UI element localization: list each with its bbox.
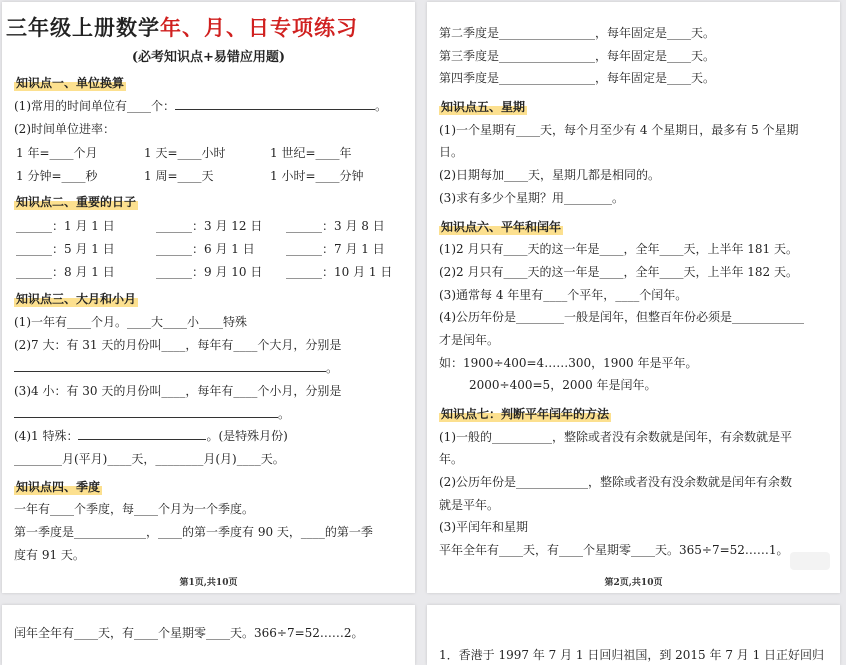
section-heading-7: 知识点七：判断平年闰年的方法 [441, 407, 610, 421]
title-highlight: 年、月、日专项练习 [160, 15, 358, 40]
text-line: (4)公历年份是________一般是闰年，但整百年份必须是____________ [439, 310, 804, 324]
text-line: (2)7 大：有 31 天的月份叫____，每年有____个大月，分别是 [14, 338, 342, 352]
text-line: 就是平年。 [439, 498, 500, 512]
fill-item: 1 分钟=____秒 [16, 169, 98, 183]
text-line: 闰年全年有____天，有____个星期零____天。366÷7=52……2。 [14, 626, 364, 640]
section-heading-1: 知识点一、单位换算 [16, 76, 125, 90]
text-line: 如：1900÷400=4……300，1900 年是平年。 [439, 356, 698, 370]
text-line: 度有 91 天。 [14, 548, 85, 562]
text-line: 第一季度是____________，____的第一季度有 90 天，____的第一季 [14, 525, 373, 539]
fill-item: 1 年=____个月 [16, 146, 98, 160]
text-line: 平年全年有____天，有____个星期零____天。365÷7=52……1。 [439, 543, 789, 557]
fill-item: ______：7 月 1 日 [286, 242, 385, 256]
page-title [6, 12, 358, 42]
fill-item: 1 天=____小时 [144, 146, 226, 160]
text-line: 。 [14, 406, 407, 422]
fill-item: 1 小时=____分钟 [270, 169, 364, 183]
section-heading-2: 知识点二、重要的日子 [16, 195, 137, 209]
page-4 [427, 605, 840, 665]
page-number: 第1页,共10页 [179, 578, 238, 588]
fill-item: ______：6 月 1 日 [156, 242, 255, 256]
text-line: (1)一年有____个月。____大____小____特殊 [14, 315, 247, 329]
fill-item: ______：10 月 1 日 [286, 265, 393, 279]
text-line: (3)求有多少个星期？用________。 [439, 191, 624, 205]
fill-item: ______：3 月 12 日 [156, 219, 263, 233]
page-3 [2, 605, 415, 665]
page-2 [427, 2, 840, 593]
text-line: (3)4 小：有 30 天的月份叫____，每年有____个小月，分别是 [14, 384, 342, 398]
text-line: ________月(平月)____天，________月(月)____天。 [14, 452, 285, 466]
text-line: (1)2 月只有____天的这一年是____，全年____天，上半年 181 天。 [439, 242, 798, 256]
text-line: 第四季度是________________，每年固定是____天。 [439, 71, 716, 85]
text-line: (1)一般的__________，整除或者没有余数就是闰年，有余数就是平 [439, 430, 793, 444]
fill-item: 1 世纪=____年 [270, 146, 352, 160]
text-line: (4)1 特殊： 。(是特殊月份) [14, 429, 288, 443]
fill-item: ______：1 月 1 日 [16, 219, 115, 233]
text-line: (1)一个星期有____天，每个月至少有 4 个星期日，最多有 5 个星期 [439, 123, 799, 137]
text-line: (1)常用的时间单位有____个： 。 [14, 99, 388, 113]
title-main: 三年级上册数学 [6, 15, 160, 40]
text-line: (2)公历年份是____________，整除或者没有没余数就是闰年有余数 [439, 475, 793, 489]
text-line: 2000÷400=5，2000 年是闰年。 [469, 378, 657, 392]
fill-item: ______：8 月 1 日 [16, 265, 115, 279]
section-heading-5: 知识点五、星期 [441, 100, 526, 114]
text-line: (2)日期每加____天，星期几都是相同的。 [439, 168, 660, 182]
text-line: (2)2 月只有____天的这一年是____，全年____天，上半年 182 天。 [439, 265, 798, 279]
fill-item: 1 周=____天 [144, 169, 214, 183]
text-line: 日。 [439, 145, 464, 159]
text-line: (3)平闰年和星期 [439, 520, 528, 534]
text-line: (2)时间单位进率： [14, 122, 115, 136]
text-line: 1．香港于 1997 年 7 月 1 日回归祖国，到 2015 年 7 月 1 日正好回归 [439, 648, 825, 662]
text-line: 第二季度是________________，每年固定是____天。 [439, 26, 716, 40]
text-line: 第三季度是________________，每年固定是____天。 [439, 49, 716, 63]
fill-item: ______：9 月 10 日 [156, 265, 263, 279]
text-line: 才是闰年。 [439, 333, 500, 347]
page-subtitle: (必考知识点+易错应用题) [131, 50, 286, 65]
section-heading-6: 知识点六、平年和闰年 [441, 220, 562, 234]
scroll-overlay [790, 552, 830, 570]
text-line: (3)通常每 4 年里有____个平年，____个闰年。 [439, 288, 688, 302]
fill-item: ______：3 月 8 日 [286, 219, 385, 233]
section-heading-4: 知识点四、季度 [16, 480, 101, 494]
section-heading-3: 知识点三、大月和小月 [16, 292, 137, 306]
fill-item: ______：5 月 1 日 [16, 242, 115, 256]
text-line: 一年有____个季度，每____个月为一个季度。 [14, 502, 255, 516]
page-number: 第2页,共10页 [604, 578, 663, 588]
text-line: 年。 [439, 452, 464, 466]
text-line: 。 [14, 360, 407, 376]
page-1 [2, 2, 415, 593]
